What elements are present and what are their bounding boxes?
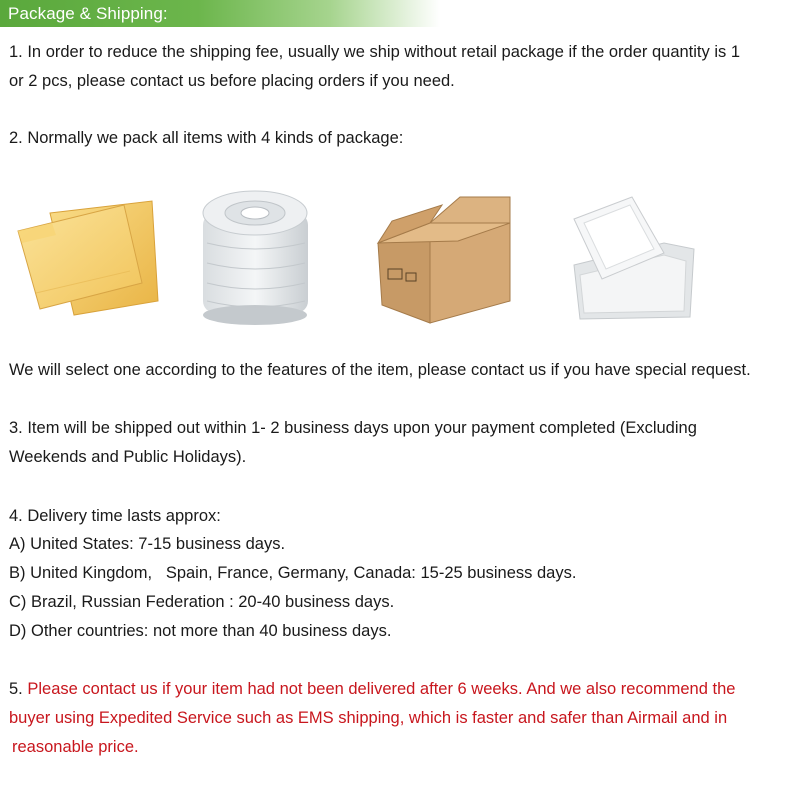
item-5-text-1: Please contact us if your item had not been delivered after 6 weeks. And we also recommend the — [27, 680, 736, 698]
padded-envelope-icon — [12, 183, 162, 328]
header-bar — [0, 0, 440, 27]
item-5-number: 5. — [9, 680, 28, 698]
select-note: We will select one according to the features of the item, please contact us if you have special request. — [9, 361, 751, 379]
foam-box-icon — [566, 183, 701, 328]
item-5-line-3: reasonable price. — [12, 738, 139, 756]
item-3-line-1: 3. Item will be shipped out within 1- 2 business days upon your payment completed (Excluding — [9, 419, 697, 437]
item-4-a: A) United States: 7-15 business days. — [9, 535, 286, 553]
item-4-c: C) Brazil, Russian Federation : 20-40 business days. — [9, 593, 395, 611]
item-1-line-1: 1. In order to reduce the shipping fee, usually we ship without retail package if the order quantity is 1 — [9, 43, 741, 61]
item-2: 2. Normally we pack all items with 4 kinds of package: — [9, 129, 404, 147]
item-5-line-1 — [9, 675, 735, 704]
section-title: Package & Shipping: — [8, 4, 168, 23]
item-4-d: D) Other countries: not more than 40 business days. — [9, 622, 392, 640]
item-5-line-2: buyer using Expedited Service such as EMS shipping, which is faster and safer than Airmail and in — [9, 709, 728, 727]
cardboard-box-icon — [372, 183, 517, 328]
item-1-line-2: or 2 pcs, please contact us before placing orders if you need. — [9, 72, 455, 90]
bubble-wrap-roll-icon — [193, 183, 318, 328]
item-4-b: B) United Kingdom, Spain, France, Germany, Canada: 15-25 business days. — [9, 564, 577, 582]
item-4-title: 4. Delivery time lasts approx: — [9, 507, 221, 525]
item-3-line-2: Weekends and Public Holidays). — [9, 448, 247, 466]
